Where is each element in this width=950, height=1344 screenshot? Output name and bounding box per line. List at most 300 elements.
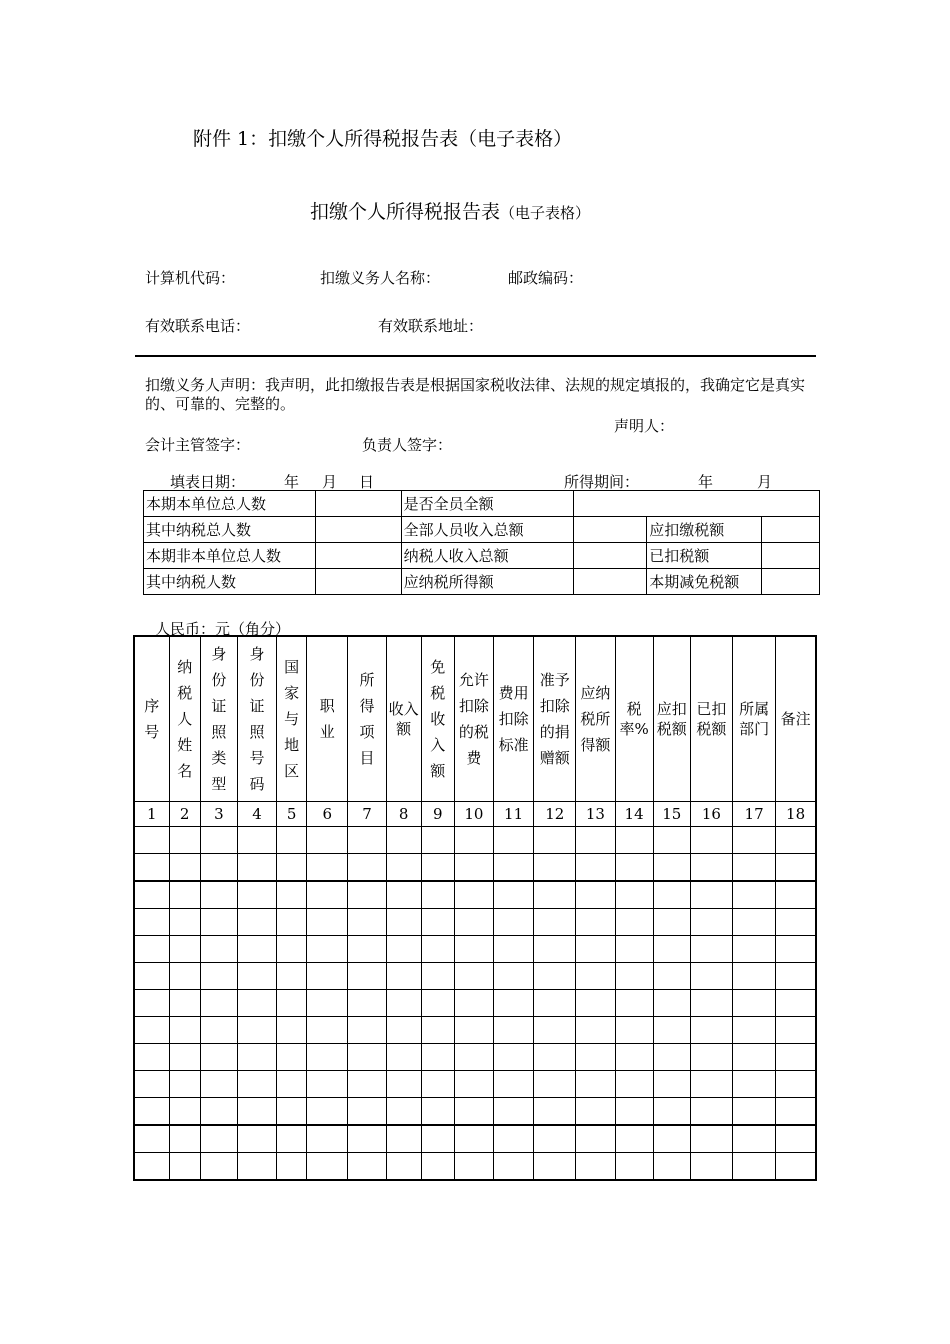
table-cell[interactable] (690, 827, 732, 854)
table-cell[interactable] (534, 1017, 576, 1044)
table-cell[interactable] (615, 936, 653, 963)
table-cell[interactable] (134, 909, 169, 936)
table-cell[interactable] (776, 1098, 816, 1126)
summary-value-cell[interactable] (762, 543, 820, 569)
table-cell[interactable] (534, 1044, 576, 1071)
table-cell[interactable] (776, 963, 816, 990)
header-taxpayer-name: 纳税人姓名 (177, 658, 193, 780)
table-cell[interactable] (534, 854, 576, 882)
table-cell[interactable] (386, 1098, 421, 1126)
divider-rule (135, 355, 816, 357)
table-cell[interactable] (690, 1153, 732, 1181)
table-row (134, 990, 816, 1017)
table-cell[interactable] (307, 1153, 348, 1181)
table-cell[interactable] (494, 1017, 534, 1044)
table-cell[interactable] (307, 854, 348, 882)
summary-value-cell[interactable] (574, 569, 647, 595)
header-cell (237, 636, 276, 802)
table-row (134, 1098, 816, 1126)
table-cell[interactable] (200, 1044, 237, 1071)
table-cell[interactable] (348, 854, 386, 882)
table-cell[interactable] (776, 936, 816, 963)
table-cell[interactable] (421, 854, 454, 882)
header-tax-withheld: 已扣税额 (696, 700, 727, 738)
table-cell[interactable] (776, 1044, 816, 1071)
table-cell[interactable] (576, 1017, 615, 1044)
table-cell[interactable] (494, 990, 534, 1017)
table-cell[interactable] (169, 1044, 200, 1071)
table-cell[interactable] (169, 990, 200, 1017)
table-cell[interactable] (386, 1125, 421, 1153)
table-cell[interactable] (653, 854, 690, 882)
table-cell[interactable] (494, 1125, 534, 1153)
table-cell[interactable] (386, 1071, 421, 1098)
table-cell[interactable] (690, 1125, 732, 1153)
table-cell[interactable] (454, 1153, 493, 1181)
detail-number-row (134, 802, 816, 827)
table-cell[interactable] (200, 936, 237, 963)
header-cell (386, 636, 421, 802)
table-cell[interactable] (534, 909, 576, 936)
table-cell[interactable] (615, 1153, 653, 1181)
table-cell[interactable] (534, 827, 576, 854)
table-cell[interactable] (348, 881, 386, 909)
table-cell[interactable] (653, 1017, 690, 1044)
table-cell[interactable] (776, 827, 816, 854)
table-cell[interactable] (421, 827, 454, 854)
table-cell[interactable] (776, 881, 816, 909)
table-cell[interactable] (776, 1125, 816, 1153)
table-cell[interactable] (307, 1098, 348, 1126)
table-cell[interactable] (690, 909, 732, 936)
table-cell[interactable] (653, 1125, 690, 1153)
table-cell[interactable] (454, 1071, 493, 1098)
column-number: 9 (421, 802, 454, 827)
table-cell[interactable] (454, 827, 493, 854)
table-cell[interactable] (733, 936, 776, 963)
table-cell[interactable] (237, 1044, 276, 1071)
table-cell[interactable] (237, 827, 276, 854)
table-cell[interactable] (454, 963, 493, 990)
table-cell[interactable] (237, 909, 276, 936)
table-cell[interactable] (386, 936, 421, 963)
table-cell[interactable] (169, 1153, 200, 1181)
table-cell[interactable] (615, 990, 653, 1017)
table-cell[interactable] (307, 1044, 348, 1071)
table-cell[interactable] (386, 1153, 421, 1181)
table-cell[interactable] (454, 881, 493, 909)
table-cell[interactable] (653, 1071, 690, 1098)
computer-code-label: 计算机代码： (145, 269, 236, 287)
table-cell[interactable] (776, 1071, 816, 1098)
header-department: 所属部门 (739, 700, 770, 738)
table-cell[interactable] (576, 881, 615, 909)
table-cell[interactable] (576, 1098, 615, 1126)
header-remarks: 备注 (780, 710, 811, 728)
header-cell (653, 636, 690, 802)
table-cell[interactable] (576, 909, 615, 936)
table-cell[interactable] (421, 1125, 454, 1153)
table-cell[interactable] (615, 909, 653, 936)
table-cell[interactable] (348, 990, 386, 1017)
table-cell[interactable] (307, 909, 348, 936)
table-cell[interactable] (615, 963, 653, 990)
table-cell[interactable] (690, 854, 732, 882)
table-cell[interactable] (386, 990, 421, 1017)
table-cell[interactable] (169, 827, 200, 854)
table-cell[interactable] (494, 1098, 534, 1126)
table-cell[interactable] (169, 963, 200, 990)
table-cell[interactable] (576, 854, 615, 882)
column-number: 10 (454, 802, 493, 827)
table-cell[interactable] (307, 1017, 348, 1044)
table-cell[interactable] (307, 990, 348, 1017)
header-serial: 序号 (144, 697, 160, 741)
table-cell[interactable] (733, 1071, 776, 1098)
table-cell[interactable] (386, 854, 421, 882)
table-cell[interactable] (200, 1125, 237, 1153)
table-cell[interactable] (776, 1017, 816, 1044)
table-cell[interactable] (169, 1071, 200, 1098)
declaration-text: 扣缴义务人声明：我声明，此扣缴报告表是根据国家税收法律、法规的规定填报的，我确定它是真实的、可靠的、完整的。 (145, 376, 806, 413)
table-cell[interactable] (615, 854, 653, 882)
column-number: 2 (169, 802, 200, 827)
table-cell[interactable] (134, 854, 169, 882)
table-cell[interactable] (690, 1098, 732, 1126)
table-cell[interactable] (200, 881, 237, 909)
column-number: 3 (200, 802, 237, 827)
table-cell[interactable] (653, 909, 690, 936)
table-cell[interactable] (237, 936, 276, 963)
table-cell[interactable] (534, 1098, 576, 1126)
table-cell[interactable] (348, 1153, 386, 1181)
header-cell (690, 636, 732, 802)
table-cell[interactable] (534, 990, 576, 1017)
summary-value-cell[interactable] (315, 517, 401, 543)
header-deductible-taxes: 允许扣除的税费 (458, 671, 489, 767)
summary-value-cell[interactable] (762, 569, 820, 595)
table-cell[interactable] (576, 990, 615, 1017)
table-cell[interactable] (615, 881, 653, 909)
table-cell[interactable] (277, 1125, 307, 1153)
table-cell[interactable] (615, 1044, 653, 1071)
table-cell[interactable] (237, 1125, 276, 1153)
table-cell[interactable] (169, 1098, 200, 1126)
table-cell[interactable] (386, 909, 421, 936)
summary-label: 其中纳税总人数 (144, 517, 316, 543)
table-cell[interactable] (200, 1071, 237, 1098)
table-cell[interactable] (277, 827, 307, 854)
table-cell[interactable] (776, 1153, 816, 1181)
summary-row (144, 569, 820, 595)
table-cell[interactable] (733, 827, 776, 854)
table-cell[interactable] (494, 1071, 534, 1098)
table-cell[interactable] (653, 1153, 690, 1181)
table-cell[interactable] (653, 936, 690, 963)
header-cell (576, 636, 615, 802)
table-cell[interactable] (776, 909, 816, 936)
header-cell (169, 636, 200, 802)
table-cell[interactable] (776, 854, 816, 882)
table-cell[interactable] (733, 1044, 776, 1071)
table-row (134, 827, 816, 854)
header-donation-deduction: 准予扣除的捐赠额 (539, 671, 570, 767)
table-cell[interactable] (200, 990, 237, 1017)
table-cell[interactable] (454, 936, 493, 963)
table-cell[interactable] (348, 1017, 386, 1044)
table-cell[interactable] (733, 1153, 776, 1181)
summary-value-cell[interactable] (315, 491, 401, 517)
table-cell[interactable] (733, 909, 776, 936)
table-cell[interactable] (576, 1071, 615, 1098)
column-number: 18 (776, 802, 816, 827)
table-cell[interactable] (348, 1098, 386, 1126)
table-cell[interactable] (421, 1071, 454, 1098)
table-cell[interactable] (169, 1125, 200, 1153)
summary-row (144, 517, 820, 543)
table-cell[interactable] (454, 1098, 493, 1126)
table-cell[interactable] (733, 1125, 776, 1153)
phone-label: 有效联系电话： (145, 317, 251, 335)
table-row (134, 963, 816, 990)
table-cell[interactable] (494, 963, 534, 990)
table-cell[interactable] (690, 1044, 732, 1071)
summary-value-cell[interactable] (315, 543, 401, 569)
summary-value-cell[interactable] (574, 517, 647, 543)
table-cell[interactable] (200, 1098, 237, 1126)
table-cell[interactable] (421, 990, 454, 1017)
summary-value-cell[interactable] (574, 543, 647, 569)
table-cell[interactable] (733, 990, 776, 1017)
table-cell[interactable] (307, 963, 348, 990)
table-cell[interactable] (494, 909, 534, 936)
table-cell[interactable] (386, 881, 421, 909)
table-cell[interactable] (134, 827, 169, 854)
summary-label: 已扣税额 (647, 543, 762, 569)
table-cell[interactable] (576, 827, 615, 854)
summary-value-cell[interactable] (762, 517, 820, 543)
table-cell[interactable] (134, 1017, 169, 1044)
table-cell[interactable] (421, 881, 454, 909)
table-cell[interactable] (277, 1153, 307, 1181)
table-cell[interactable] (237, 1153, 276, 1181)
table-cell[interactable] (494, 1044, 534, 1071)
table-cell[interactable] (733, 854, 776, 882)
table-cell[interactable] (237, 1071, 276, 1098)
table-cell[interactable] (733, 1017, 776, 1044)
table-cell[interactable] (307, 1071, 348, 1098)
table-cell[interactable] (386, 1044, 421, 1071)
table-cell[interactable] (733, 963, 776, 990)
table-cell[interactable] (615, 827, 653, 854)
table-cell[interactable] (421, 1044, 454, 1071)
table-cell[interactable] (615, 1017, 653, 1044)
annex-title: 附件 1：扣缴个人所得税报告表（电子表格） (193, 128, 573, 150)
table-cell[interactable] (348, 936, 386, 963)
table-cell[interactable] (307, 827, 348, 854)
table-cell[interactable] (534, 1071, 576, 1098)
table-row (134, 1044, 816, 1071)
table-cell[interactable] (454, 1125, 493, 1153)
table-cell[interactable] (277, 936, 307, 963)
table-cell[interactable] (494, 881, 534, 909)
table-cell[interactable] (653, 827, 690, 854)
table-cell[interactable] (169, 1017, 200, 1044)
table-cell[interactable] (169, 909, 200, 936)
table-cell[interactable] (200, 963, 237, 990)
table-cell[interactable] (454, 1044, 493, 1071)
table-cell[interactable] (348, 963, 386, 990)
table-cell[interactable] (348, 1044, 386, 1071)
table-cell[interactable] (277, 1098, 307, 1126)
table-cell[interactable] (494, 854, 534, 882)
column-number: 17 (733, 802, 776, 827)
column-number: 13 (576, 802, 615, 827)
form-title (310, 197, 590, 224)
table-cell[interactable] (653, 1098, 690, 1126)
table-cell[interactable] (421, 1098, 454, 1126)
table-cell[interactable] (615, 1125, 653, 1153)
table-cell[interactable] (576, 963, 615, 990)
table-cell[interactable] (134, 1071, 169, 1098)
table-cell[interactable] (200, 909, 237, 936)
table-cell[interactable] (534, 936, 576, 963)
table-cell[interactable] (386, 1017, 421, 1044)
summary-value-cell[interactable] (315, 569, 401, 595)
header-cell (307, 636, 348, 802)
table-cell[interactable] (200, 827, 237, 854)
table-cell[interactable] (307, 936, 348, 963)
table-cell[interactable] (653, 963, 690, 990)
table-cell[interactable] (421, 1153, 454, 1181)
table-cell[interactable] (277, 854, 307, 882)
table-cell[interactable] (169, 881, 200, 909)
table-cell[interactable] (134, 1125, 169, 1153)
accounting-sign-label: 会计主管签字： (145, 436, 251, 454)
table-cell[interactable] (615, 1098, 653, 1126)
form-title-sub: （电子表格） (500, 204, 591, 222)
table-cell[interactable] (776, 990, 816, 1017)
table-cell[interactable] (653, 1044, 690, 1071)
table-cell[interactable] (454, 854, 493, 882)
table-cell[interactable] (237, 854, 276, 882)
table-cell[interactable] (277, 909, 307, 936)
table-cell[interactable] (348, 827, 386, 854)
table-cell[interactable] (237, 881, 276, 909)
table-cell[interactable] (134, 990, 169, 1017)
table-cell[interactable] (386, 827, 421, 854)
table-cell[interactable] (277, 1044, 307, 1071)
table-cell[interactable] (237, 1017, 276, 1044)
header-cell (200, 636, 237, 802)
table-cell[interactable] (277, 990, 307, 1017)
table-cell[interactable] (277, 963, 307, 990)
table-cell[interactable] (690, 936, 732, 963)
table-cell[interactable] (307, 1125, 348, 1153)
table-cell[interactable] (615, 1071, 653, 1098)
summary-row (144, 543, 820, 569)
table-cell[interactable] (421, 1017, 454, 1044)
header-cell (277, 636, 307, 802)
table-cell[interactable] (421, 936, 454, 963)
table-cell[interactable] (421, 909, 454, 936)
income-period-month: 月 (757, 473, 773, 491)
table-cell[interactable] (200, 1017, 237, 1044)
table-cell[interactable] (534, 1153, 576, 1181)
table-cell[interactable] (653, 881, 690, 909)
table-cell[interactable] (454, 990, 493, 1017)
table-cell[interactable] (277, 881, 307, 909)
table-cell[interactable] (534, 881, 576, 909)
column-number: 6 (307, 802, 348, 827)
table-cell[interactable] (690, 1017, 732, 1044)
table-cell[interactable] (534, 963, 576, 990)
table-cell[interactable] (348, 1125, 386, 1153)
table-cell[interactable] (277, 1017, 307, 1044)
table-cell[interactable] (690, 881, 732, 909)
header-country-region: 国家与地区 (284, 658, 300, 780)
summary-row (144, 491, 820, 517)
summary-label: 本期减免税额 (647, 569, 762, 595)
table-cell[interactable] (576, 1044, 615, 1071)
table-cell[interactable] (494, 827, 534, 854)
header-cell (534, 636, 576, 802)
header-cell (134, 636, 169, 802)
table-cell[interactable] (653, 990, 690, 1017)
table-cell[interactable] (576, 936, 615, 963)
table-cell[interactable] (348, 909, 386, 936)
table-cell[interactable] (733, 1098, 776, 1126)
table-cell[interactable] (386, 963, 421, 990)
table-row (134, 1153, 816, 1181)
table-cell[interactable] (134, 881, 169, 909)
table-cell[interactable] (134, 963, 169, 990)
table-cell[interactable] (200, 854, 237, 882)
table-cell[interactable] (277, 1071, 307, 1098)
fill-date-day: 日 (359, 473, 375, 491)
table-cell[interactable] (733, 881, 776, 909)
table-cell[interactable] (200, 1153, 237, 1181)
table-cell[interactable] (307, 881, 348, 909)
table-cell[interactable] (690, 963, 732, 990)
table-cell[interactable] (348, 1071, 386, 1098)
table-cell[interactable] (494, 1153, 534, 1181)
table-cell[interactable] (134, 1044, 169, 1071)
table-cell[interactable] (169, 936, 200, 963)
detail-header-row (134, 636, 816, 802)
table-cell[interactable] (421, 963, 454, 990)
table-cell[interactable] (134, 1153, 169, 1181)
table-cell[interactable] (134, 1098, 169, 1126)
header-id-number: 身份证照号码 (249, 645, 265, 793)
table-cell[interactable] (534, 1125, 576, 1153)
table-cell[interactable] (134, 936, 169, 963)
table-cell[interactable] (576, 1153, 615, 1181)
table-cell[interactable] (237, 1098, 276, 1126)
table-cell[interactable] (454, 1017, 493, 1044)
table-cell[interactable] (169, 854, 200, 882)
summary-label: 其中纳税人数 (144, 569, 316, 595)
summary-value-cell[interactable] (574, 491, 820, 517)
table-cell[interactable] (690, 1071, 732, 1098)
header-cell (776, 636, 816, 802)
table-cell[interactable] (237, 990, 276, 1017)
table-cell[interactable] (237, 963, 276, 990)
table-cell[interactable] (690, 990, 732, 1017)
table-cell[interactable] (494, 936, 534, 963)
table-cell[interactable] (576, 1125, 615, 1153)
table-cell[interactable] (454, 909, 493, 936)
